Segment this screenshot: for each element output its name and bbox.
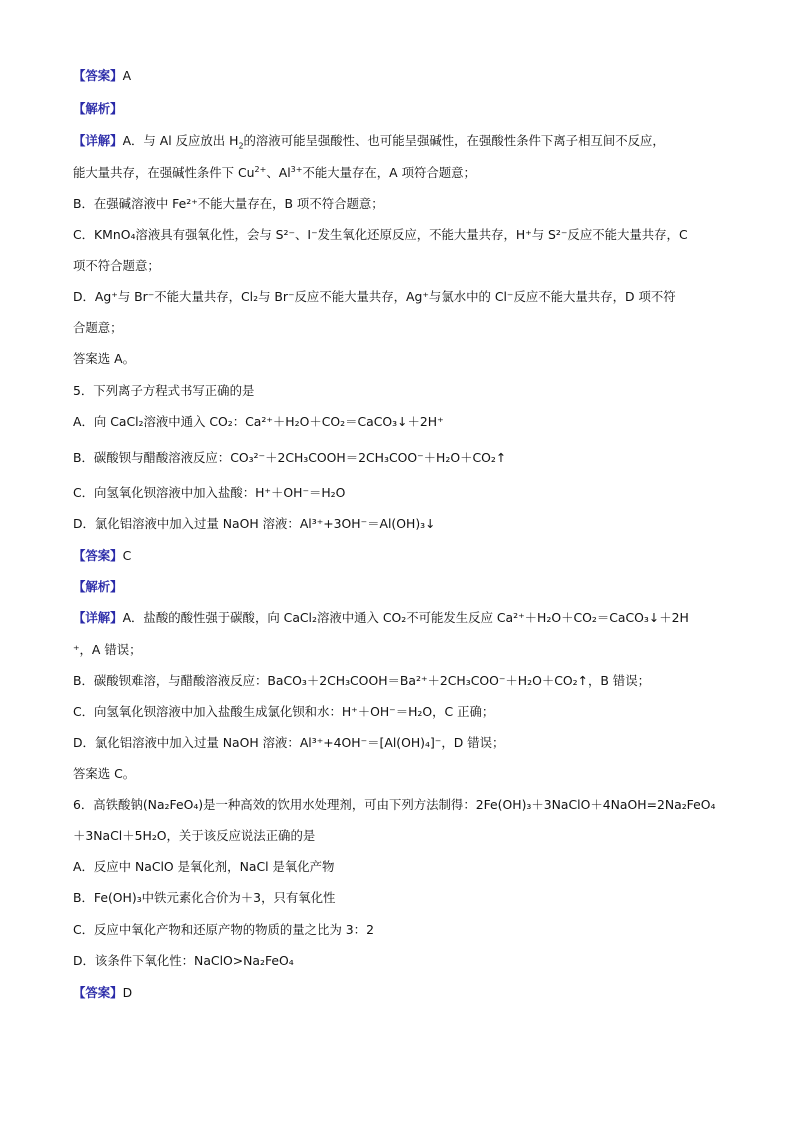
q4-detail-a-sub: 2 (238, 141, 244, 151)
q4-detail-b: B．在强碱溶液中 Fe²⁺不能大量存在，B 项不符合题意； (73, 196, 384, 211)
q4-detail-a-sup2: 3+ (290, 164, 303, 174)
q4-answer-value: A (122, 68, 132, 83)
q5-detail-c: C．向氢氧化钡溶液中加入盐酸生成氯化钡和水：H⁺＋OH⁻＝H₂O，C 正确； (73, 704, 495, 719)
q5-detail-a-line2: ⁺，A 错误； (73, 642, 142, 657)
detail-tag: 【详解】 (73, 610, 123, 625)
q5-stem: 5．下列离子方程式书写正确的是 (73, 383, 255, 398)
q4-detail-a-line1 (73, 131, 754, 151)
q5-detail-b: B．碳酸钡难溶，与醋酸溶液反应：BaCO₃＋2CH₃COOH＝Ba²⁺＋2CH₃COO⁻＋H₂O＋CO₂↑，B 错误； (73, 673, 650, 688)
q5-option-c: C．向氢氧化钡溶液中加入盐酸：H⁺＋OH⁻＝H₂O (73, 485, 346, 500)
analysis-tag: 【解析】 (73, 579, 123, 594)
q5-answer-value: C (122, 548, 132, 563)
q5-option-b: B．碳酸钡与醋酸溶液反应：CO₃²⁻＋2CH₃COOH＝2CH₃COO⁻＋H₂O＋CO₂↑ (73, 450, 507, 465)
q5-option-a: A．向 CaCl₂溶液中通入 CO₂：Ca²⁺＋H₂O＋CO₂＝CaCO₃↓＋2H⁺ (73, 414, 444, 429)
q4-detail-a-tail: 不能大量存在，A 项符合题意； (302, 165, 476, 180)
q5-analysis-line (73, 577, 754, 597)
q6-stem-line1: 6．高铁酸钠(Na₂FeO₄)是一种高效的饮用水处理剂，可由下列方法制得：2Fe(OH)₃＋3NaClO＋4NaOH=2Na₂FeO₄ (73, 797, 716, 812)
q5-conclusion: 答案选 C。 (73, 766, 136, 781)
q4-answer-line (73, 66, 754, 86)
q4-detail-a-text1-tail: 的溶液可能呈强酸性、也可能呈强碱性，在强酸性条件下离子相互间不反应， (243, 133, 665, 148)
q6-option-a: A．反应中 NaClO 是氧化剂，NaCl 是氧化产物 (73, 859, 335, 874)
q4-detail-a-sup1: 2+ (254, 164, 267, 174)
q4-detail-c-line1: C．KMnO₄溶液具有强氧化性，会与 S²⁻、I⁻发生氧化还原反应，不能大量共存，H⁺与 S²⁻反应不能大量共存，C (73, 227, 688, 242)
q6-option-b: B．Fe(OH)₃中铁元素化合价为＋3，只有氧化性 (73, 890, 336, 905)
q6-option-c: C．反应中氧化产物和还原产物的物质的量之比为 3：2 (73, 922, 374, 937)
answer-tag: 【答案】 (73, 548, 123, 563)
q5-detail-a-text1: A．盐酸的酸性强于碳酸，向 CaCl₂溶液中通入 CO₂不可能发生反应 Ca²⁺＋H₂O＋CO₂＝CaCO₃↓＋2H (122, 610, 689, 625)
q4-detail-c-line2: 项不符合题意； (73, 258, 160, 273)
answer-tag: 【答案】 (73, 985, 123, 1000)
q4-detail-a-line2 (73, 163, 754, 183)
q6-answer-value: D (122, 985, 133, 1000)
q4-detail-a-text1: A．与 Al 反应放出 H (122, 133, 239, 148)
q6-option-d: D．该条件下氧化性：NaClO>Na₂FeO₄ (73, 953, 294, 968)
q5-answer-line (73, 546, 754, 566)
q4-detail-d-line2: 合题意； (73, 320, 123, 335)
q6-stem-line2: ＋3NaCl＋5H₂O，关于该反应说法正确的是 (73, 828, 316, 843)
q4-detail-a-text2: 能大量共存，在强碱性条件下 Cu (73, 165, 255, 180)
q5-option-d: D．氯化铝溶液中加入过量 NaOH 溶液：Al³⁺+3OH⁻＝Al(OH)₃↓ (73, 516, 436, 531)
q4-detail-a-mid: 、Al (266, 165, 291, 180)
q4-detail-d-line1: D．Ag⁺与 Br⁻不能大量共存，Cl₂与 Br⁻反应不能大量共存，Ag⁺与氯水中的 Cl⁻反应不能大量共存，D 项不符 (73, 289, 676, 304)
answer-tag: 【答案】 (73, 68, 123, 83)
detail-tag: 【详解】 (73, 133, 123, 148)
q4-analysis-line (73, 99, 754, 119)
q6-answer-line (73, 983, 754, 1003)
q5-detail-d: D．氯化铝溶液中加入过量 NaOH 溶液：Al³⁺+4OH⁻＝[Al(OH)₄]⁻，D 错误； (73, 735, 505, 750)
q4-conclusion: 答案选 A。 (73, 351, 135, 366)
q5-detail-a-line1 (73, 608, 754, 628)
analysis-tag: 【解析】 (73, 101, 123, 116)
